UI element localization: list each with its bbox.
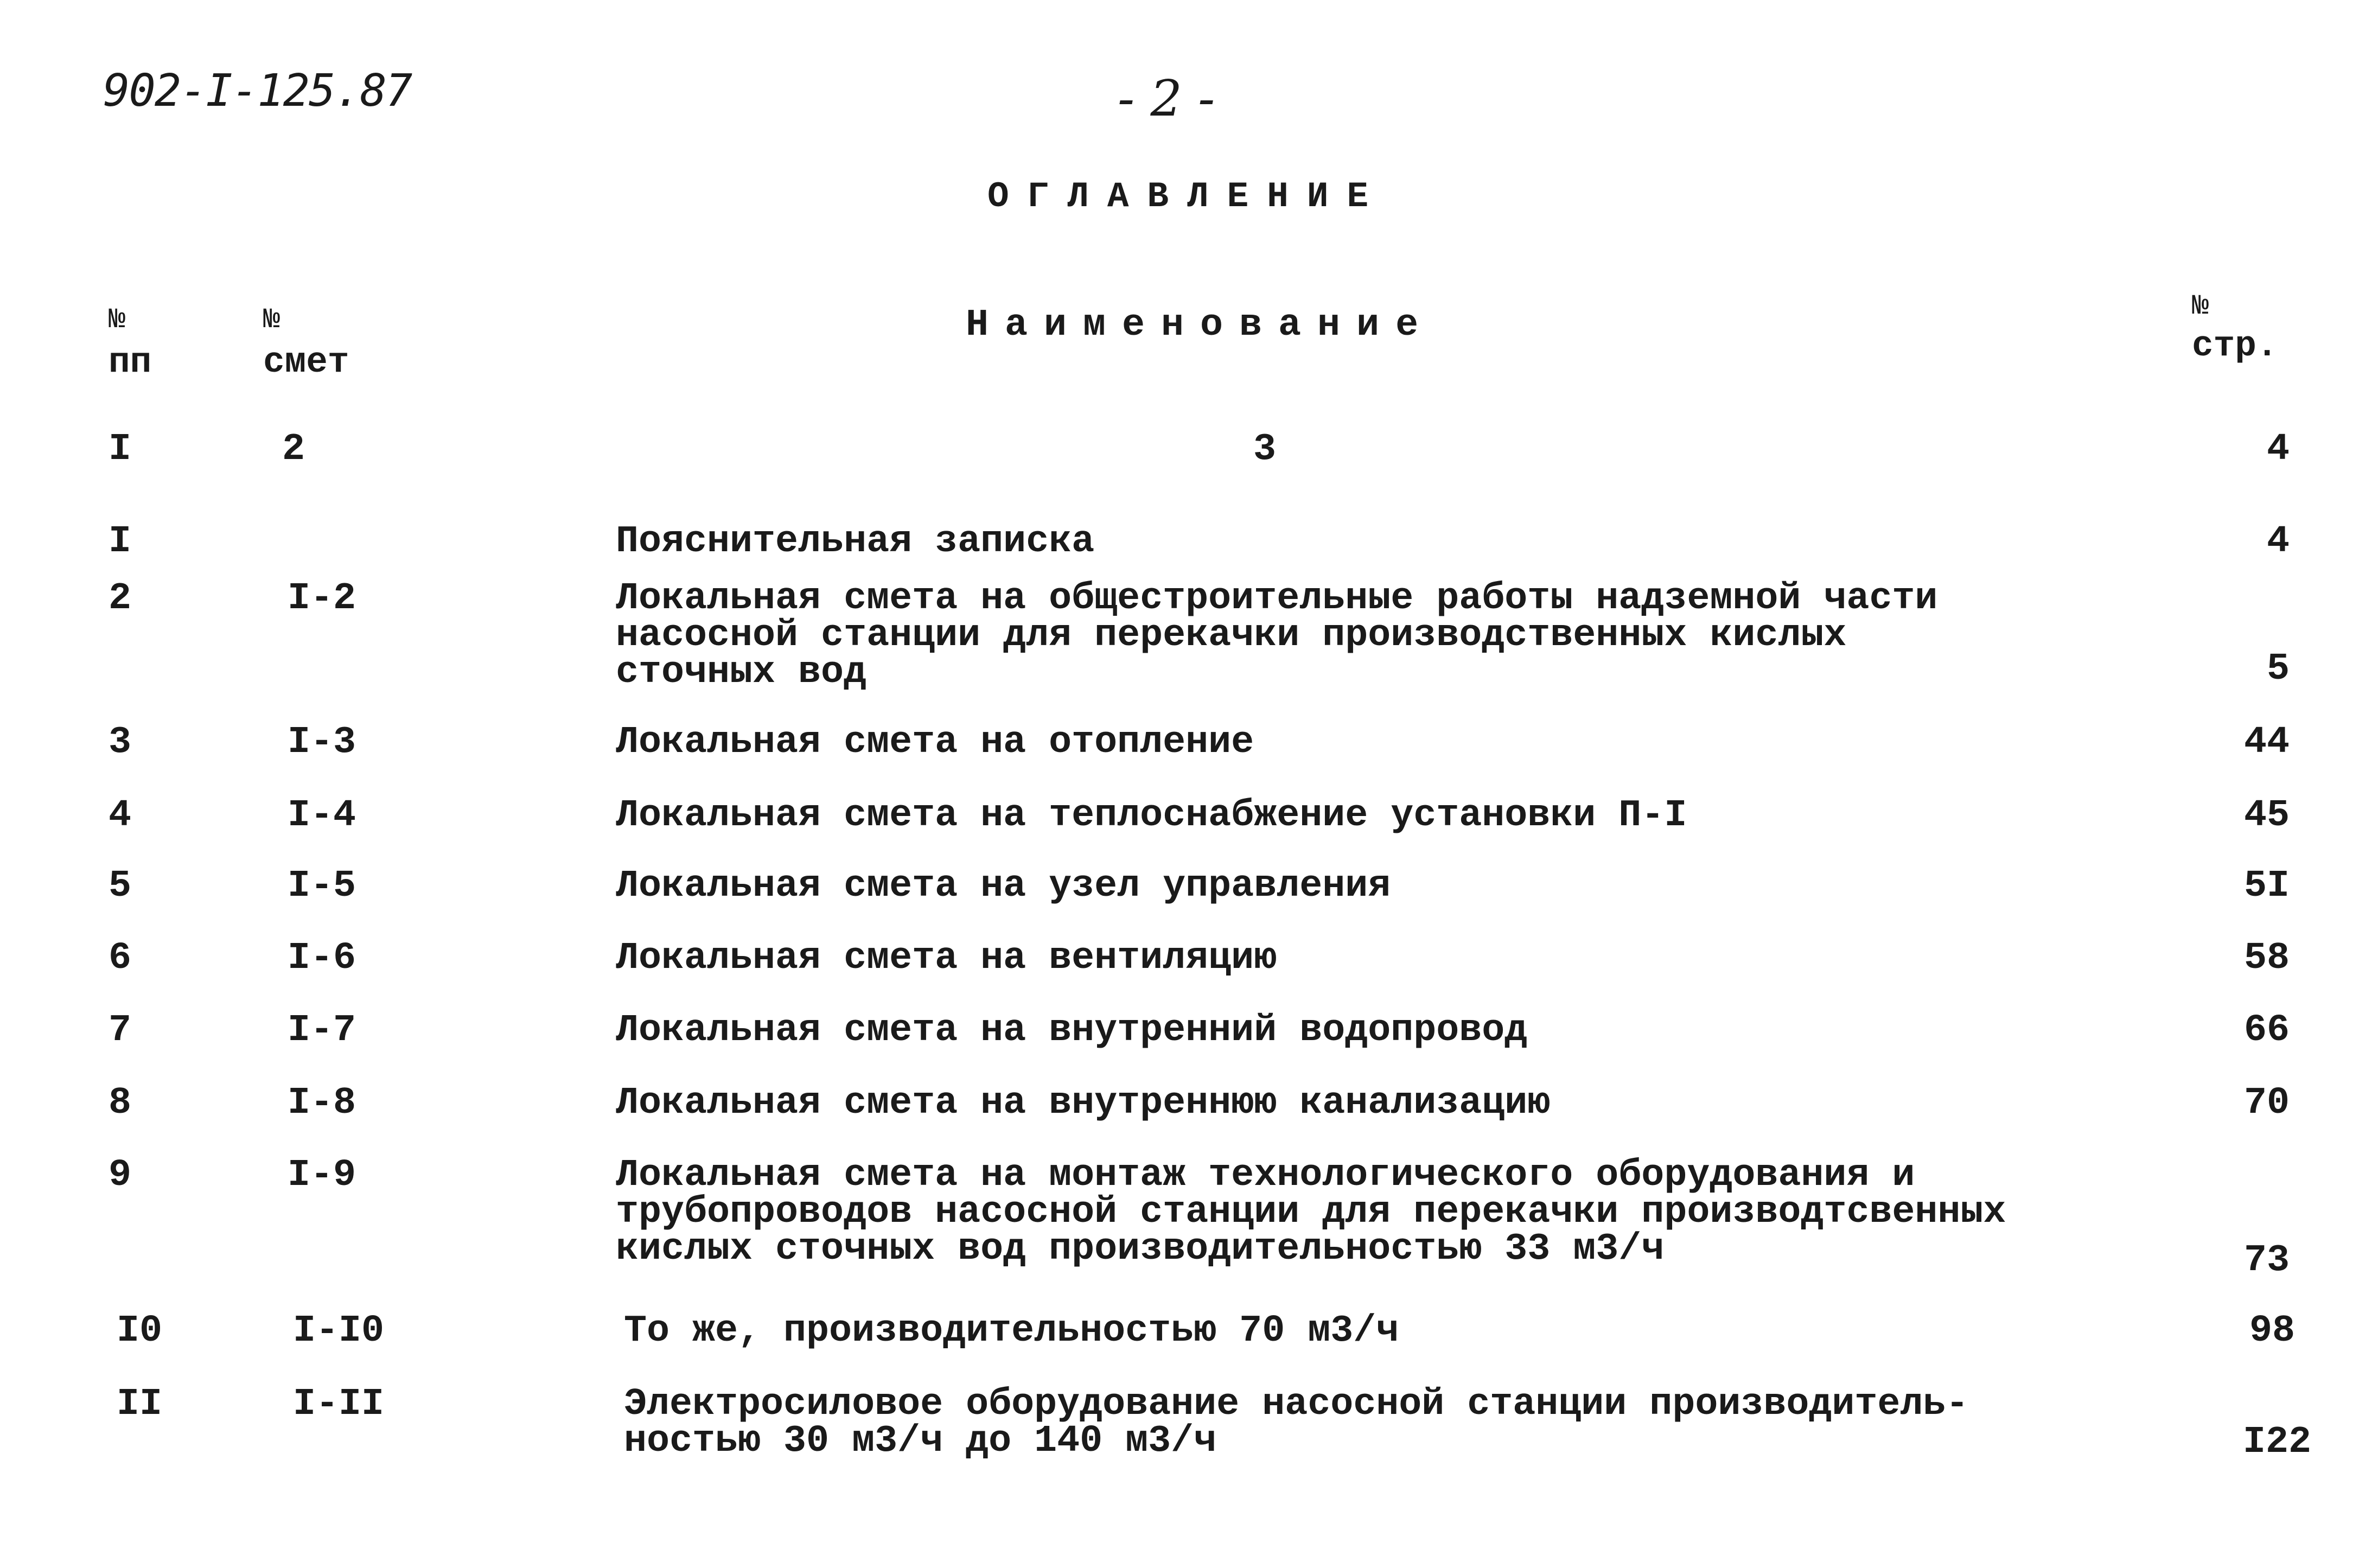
estimate-column-mark: № xyxy=(263,304,280,336)
row-3-title: Локальная смета на отопление xyxy=(616,721,1254,764)
page-number: - 2 - xyxy=(1118,69,1215,128)
row-3-page: 44 xyxy=(2243,721,2290,764)
row-5-estimate: I-5 xyxy=(288,865,356,908)
column-number-3: 3 xyxy=(1253,428,1277,471)
row-10-title: То же, производительностью 70 м3/ч xyxy=(624,1310,1399,1353)
row-11-number: II xyxy=(117,1383,163,1426)
row-2-estimate: I-2 xyxy=(288,577,356,620)
row-6-number: 6 xyxy=(109,937,132,980)
row-6-page: 58 xyxy=(2243,937,2290,980)
row-10-number: I0 xyxy=(117,1310,163,1353)
row-2-page: 5 xyxy=(2266,648,2290,691)
row-9-page: 73 xyxy=(2243,1239,2290,1282)
row-6-title: Локальная смета на вентиляцию xyxy=(616,937,1277,980)
row-1-title: Пояснительная записка xyxy=(616,520,1095,563)
row-7-number: 7 xyxy=(109,1009,132,1052)
row-5-page: 5I xyxy=(2243,865,2290,908)
row-4-number: 4 xyxy=(109,794,132,837)
row-11-title: Электросиловое оборудование насосной станции производитель- ностью 30 м3/ч до 140 м3/ч xyxy=(624,1383,1969,1463)
row-10-page: 98 xyxy=(2249,1310,2295,1353)
row-1-page: 4 xyxy=(2266,520,2290,563)
row-8-estimate: I-8 xyxy=(288,1082,356,1125)
row-4-page: 45 xyxy=(2243,794,2290,837)
row-5-title: Локальная смета на узел управления xyxy=(616,865,1391,908)
row-3-number: 3 xyxy=(109,721,132,764)
row-4-title: Локальная смета на теплоснабжение установки П-I xyxy=(616,794,1687,837)
column-number-1: I xyxy=(109,428,132,471)
row-2-title: Локальная смета на общестроительные работы надземной части насосной станции для перекачки производственных кислых сточных вод xyxy=(616,577,1938,694)
row-2-number: 2 xyxy=(109,577,132,620)
row-8-number: 8 xyxy=(109,1082,132,1125)
page-column-header: стр. xyxy=(2192,326,2278,366)
row-7-page: 66 xyxy=(2243,1009,2290,1052)
column-number-4: 4 xyxy=(2266,428,2290,471)
row-9-title: Локальная смета на монтаж технологического оборудования и трубопроводов насосной станции для перекачки производтсвенных кислых сточных вод производительностью 33 м3/ч xyxy=(616,1154,2006,1271)
row-6-estimate: I-6 xyxy=(288,937,356,980)
row-8-page: 70 xyxy=(2243,1082,2290,1125)
row-4-estimate: I-4 xyxy=(288,794,356,837)
row-9-estimate: I-9 xyxy=(288,1154,356,1197)
row-11-page: I22 xyxy=(2242,1421,2311,1464)
row-1-number: I xyxy=(109,520,132,563)
estimate-column-header: смет xyxy=(263,342,349,383)
no-column-header: пп xyxy=(109,342,152,383)
column-number-2: 2 xyxy=(282,428,305,471)
row-9-number: 9 xyxy=(109,1154,132,1197)
row-10-estimate: I-I0 xyxy=(293,1310,385,1353)
row-7-estimate: I-7 xyxy=(288,1009,356,1052)
no-column-mark: № xyxy=(109,304,126,336)
row-3-estimate: I-3 xyxy=(288,721,356,764)
name-column-header: Наименование xyxy=(966,304,1435,347)
row-11-estimate: I-II xyxy=(293,1383,385,1426)
page-title: ОГЛАВЛЕНИЕ xyxy=(987,176,1387,217)
row-5-number: 5 xyxy=(109,865,132,908)
document-code: 902-I-125.87 xyxy=(103,65,412,117)
page-column-mark: № xyxy=(2192,290,2209,322)
row-7-title: Локальная смета на внутренний водопровод xyxy=(616,1009,1528,1052)
row-8-title: Локальная смета на внутреннюю канализацию xyxy=(616,1082,1551,1125)
